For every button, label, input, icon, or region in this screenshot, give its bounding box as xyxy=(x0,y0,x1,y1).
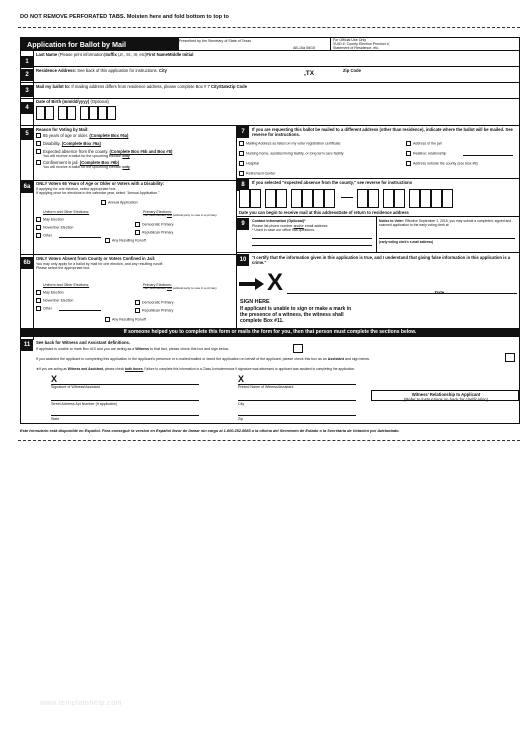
box6a-may-election[interactable]: May Election xyxy=(36,217,64,222)
signature-date-label: Date xyxy=(435,290,445,295)
contact-info-field[interactable] xyxy=(252,238,372,239)
box7-nursing-home[interactable]: Nursing home, assisted living facility, or long term care facility xyxy=(239,151,344,156)
reason-65-older[interactable]: 65 years of age or older. (Complete Box #6a) xyxy=(36,133,128,138)
box6b-may-election[interactable]: May Election xyxy=(36,290,64,295)
box-number-1: 1 xyxy=(21,56,33,68)
box8-title: If you selected "expected absence from the county," see reverse for instructions xyxy=(252,180,413,185)
sign-note: If applicant is unable to sign or make a mark in the presence of a witness, the witness shall complete Box #11. xyxy=(240,306,352,324)
box6b-primary-heading: Primary Elections: xyxy=(143,283,172,287)
form-title: Application for Ballot by Mail xyxy=(27,40,127,49)
box7-title: If you are requesting this ballot be mailed to a different address (other than residence), indicate where the ballot will be mailed. See reverse for instructions. xyxy=(252,127,513,137)
box6a-line2: If applying once for elections in the calendar year, select "Annual Application." xyxy=(36,191,160,195)
witness-street-field[interactable] xyxy=(51,400,199,401)
street-label: Street Address Apt Number (If applicable) xyxy=(51,402,118,406)
residence-zip-label: Zip Code xyxy=(343,68,361,73)
mailing-address-field[interactable] xyxy=(36,90,516,98)
assistant-statement: If you assisted the applicant in completing this application in the applicant's presence or e-mailed/mailed or faxed the application on behalf of the applicant, please check this box as an Assistant and sign below. xyxy=(36,357,370,361)
box-number-3: 3 xyxy=(21,85,33,97)
printed-name-x: X xyxy=(238,374,245,384)
state-label: State xyxy=(51,417,60,421)
reason-absence-note: You will receive a ballot for the upcoming election only xyxy=(43,154,130,158)
annual-application-option[interactable]: Annual Application xyxy=(101,200,138,205)
city-label: City xyxy=(238,402,245,406)
box9-line1: Please list phone number and/or email address: xyxy=(252,224,329,228)
form-number: AB-15a 08/15 xyxy=(293,46,315,50)
printed-name-label: Printed Name of Witness/Assistant xyxy=(238,385,294,389)
box-number-10: 10 xyxy=(237,254,249,266)
arrow-right-icon xyxy=(239,277,265,291)
contact-info-field-2[interactable] xyxy=(252,245,372,246)
box6b-title: ONLY Voters Absent from County or Voters Confined in Jail: xyxy=(36,256,156,261)
box7-relative[interactable]: Relative; relationship xyxy=(406,151,446,156)
reason-jail-note: You will receive a ballot for the upcoming election only xyxy=(43,165,130,169)
reason-jail[interactable]: Confinement in jail. (Complete Box #6b) xyxy=(36,160,119,165)
title-bar xyxy=(21,38,179,50)
box6a-line1: If applying for one election, select appropriate box. xyxy=(36,187,117,191)
box6a-primary-note: You must declare one political party to vote in a primary. xyxy=(143,213,218,217)
box6a-any-runoff[interactable]: Any Resulting Runoff xyxy=(105,238,146,243)
box7-registration-address[interactable]: Mailing Address as listed on my voter registration certificate xyxy=(239,141,340,146)
box6a-title: ONLY Voters 65 Years of Age or Older or Voters with a Disability: xyxy=(36,181,165,186)
assistant-checkbox[interactable] xyxy=(505,353,515,362)
notice-to-voter: Notice to Voter: Effective September 1, 2015, you may submit a completed, signed and scanned application to the early voting clerk at xyxy=(379,219,512,228)
box6b-other-election[interactable]: Other xyxy=(36,306,52,311)
witness-statement: If applicant is unable to mark Box #10 and you are acting as a Witness to that fact, please check this box and sign below. xyxy=(36,347,229,351)
box11-title: See back for Witness and Assistant definitions. xyxy=(36,340,131,345)
zip-label: Zip xyxy=(238,417,243,421)
box6a-november-election[interactable]: November Election xyxy=(36,225,73,230)
box6b-republican-primary[interactable]: Republican Primary xyxy=(135,308,173,313)
box-number-9: 9 xyxy=(237,218,249,230)
box6b-uniform-heading: Uniform and Other Elections: xyxy=(43,283,90,287)
witness-city-field[interactable] xyxy=(238,400,356,401)
box6b-november-election[interactable]: November Election xyxy=(36,298,73,303)
witness-checkbox[interactable] xyxy=(293,344,303,353)
early-voting-email-label: (early voting clerk's e-mail address) xyxy=(379,240,434,244)
box-number-6a: 6a xyxy=(21,181,33,193)
box-number-8: 8 xyxy=(237,179,249,191)
watermark-text: www.templatehelp.com xyxy=(40,700,122,707)
box8-date-labels: Date you can begin to receive mail at this addressDate of return to residence address xyxy=(239,210,409,215)
official-use-line-3: Statement of Residence, etc. xyxy=(333,46,380,50)
reason-title: Reason for Voting by Mail: xyxy=(36,127,89,132)
box6b-democratic-primary[interactable]: Democratic Primary xyxy=(135,300,174,305)
mail-ballot-to-label: Mail my ballot to: If mailing address differs from residence address, please complete Box # 7 CityStateZip Code xyxy=(36,84,248,89)
box6b-line1: You may only apply for a ballot by mail for one election, and any resulting runoff. xyxy=(36,262,164,266)
last-name-field[interactable] xyxy=(36,58,516,66)
box-number-4: 4 xyxy=(21,102,33,114)
box6b-line2: Please select the appropriate box. xyxy=(36,266,91,270)
box-number-7: 7 xyxy=(237,126,249,138)
relationship-label: Witness' Relationship to Applicant (Refer to instructions on back for clarification) xyxy=(403,392,489,402)
witness-signature-label: Signature of Witness/Assistant xyxy=(51,385,100,389)
box9-note: * Used in case our office has questions. xyxy=(252,228,316,232)
early-voting-email-field[interactable] xyxy=(379,238,515,239)
reason-absence[interactable]: Expected absence from the county. (Complete Box #6b and Box #8) xyxy=(36,149,172,154)
residence-address-label: Residence Address: See back of this application for instructions. City xyxy=(36,68,167,73)
box-number-6b: 6b xyxy=(21,257,33,269)
box6b-primary-note: You must declare one political party to vote in a primary. xyxy=(143,286,218,290)
state-tx: ,TX xyxy=(304,70,315,77)
dob-label: Date of Birth (mm/dd/yyyy) (Optional) xyxy=(36,99,109,104)
box6a-democratic-primary[interactable]: Democratic Primary xyxy=(135,222,174,227)
box6a-republican-primary[interactable]: Republican Primary xyxy=(135,230,173,235)
both-boxes-statement: ★If you are acting as Witness and Assistant, please check both boxes. Failure to complete this information is a Class A misdemeanor if signature was witnessed or applicant was assisted in completing the application. xyxy=(36,367,356,371)
reason-disability[interactable]: Disability. (Complete Box #6a) xyxy=(36,141,101,146)
prescribed-by: Prescribed by the Secretary of State of Texas xyxy=(179,39,252,43)
applicant-signature-field[interactable] xyxy=(287,293,517,294)
official-use-line-2: VUID #, County Election Precinct #, xyxy=(333,42,390,46)
box-number-5: 5 xyxy=(21,128,33,140)
box7-retirement-center[interactable]: Retirement Center xyxy=(239,171,275,176)
witness-signature-x: X xyxy=(51,374,58,384)
witness-state-field[interactable] xyxy=(51,415,199,416)
box-number-11: 11 xyxy=(21,339,33,351)
witness-zip-field[interactable] xyxy=(238,415,356,416)
perforation-notice: DO NOT REMOVE PERFORATED TABS. Moisten here and fold bottom to top to xyxy=(20,14,229,20)
box-number-2: 2 xyxy=(21,69,33,81)
spanish-notice: Este formulario está disponible en Español. Para conseguir la version en Español favor de llamar sin cargo al 1.800.252.8683 a la oficina del Secretario de Estado o la Secretaria de Votación por Adelantado. xyxy=(20,428,400,433)
official-use-label: For Official Use Only xyxy=(333,38,367,42)
box6a-primary-heading: Primary Elections: xyxy=(143,210,172,214)
residence-address-field[interactable] xyxy=(36,74,516,82)
box7-jail-address[interactable]: Address of the jail xyxy=(406,141,442,146)
box6a-other-election[interactable]: Other xyxy=(36,233,52,238)
box7-outside-county[interactable]: Address outside the county (see Box #8) xyxy=(406,161,478,166)
fold-line-bottom xyxy=(18,440,520,441)
box6a-uniform-heading: Uniform and Other Elections: xyxy=(43,210,90,214)
sign-here-label: SIGN HERE xyxy=(240,299,270,305)
helper-banner: If someone helped you to complete this form or mails the form for you, then that person must complete the sections below. xyxy=(21,328,519,337)
ballot-application-form xyxy=(20,37,520,424)
fold-line-top xyxy=(18,27,520,28)
box9-title: Contact Information (Optional)* xyxy=(252,219,306,223)
last-name-label: Last Name (Please print information)Suffix (Jr., Sr., III, etc)First NameMiddle Initial xyxy=(36,52,194,57)
certification-statement: "I certify that the information given in this application is true, and I understand that giving false information in this application is a crime." xyxy=(252,255,511,265)
signature-x-mark: X xyxy=(267,269,284,296)
box6b-any-runoff[interactable]: Any Resulting Runoff xyxy=(105,317,146,322)
box7-hospital[interactable]: Hospital xyxy=(239,161,259,166)
